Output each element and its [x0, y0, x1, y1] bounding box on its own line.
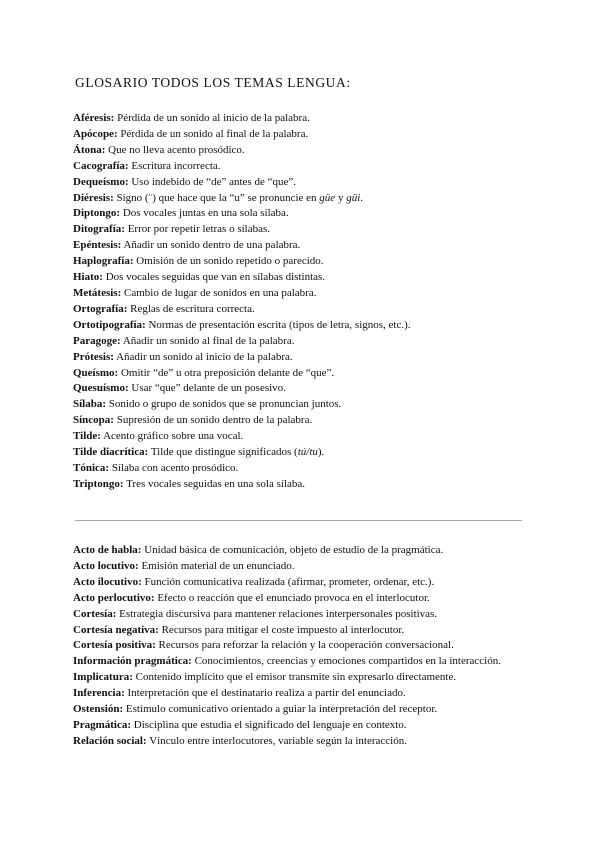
glossary-term: Prótesis:: [73, 350, 114, 363]
glossary-term: Cacografía:: [73, 159, 129, 172]
glossary-term: Ortotipografía:: [73, 318, 146, 331]
glossary-definition: Unidad básica de comunicación, objeto de estudio de la pragmática.: [144, 544, 444, 556]
glossary-term: Átona:: [73, 143, 106, 156]
glossary-definition: Sonido o grupo de sonidos que se pronuncian juntos.: [108, 398, 342, 411]
glossary-term: Epéntesis:: [73, 239, 122, 252]
glossary-definition: Usar “que” delante de un posesivo.: [131, 382, 286, 395]
glossary-definition: Contenido implícito que el emisor transmite sin expresarlo directamente.: [135, 671, 457, 684]
glossary-list-pragmatics: [73, 543, 525, 750]
glossary-entry: [73, 175, 525, 191]
glossary-term: Diptongo:: [73, 207, 121, 220]
glossary-entry: [73, 638, 525, 654]
glossary-entry: [73, 607, 525, 623]
glossary-entry: [73, 270, 525, 286]
glossary-term: Ortografía:: [73, 302, 128, 315]
glossary-term: Sílaba:: [73, 398, 107, 411]
glossary-entry: [73, 543, 525, 559]
glossary-definition: Escritura incorrecta.: [131, 159, 221, 172]
glossary-entry: [73, 670, 525, 686]
glossary-entry: [73, 191, 525, 207]
glossary-definition: Pérdida de un sonido al final de la palabra.: [120, 127, 309, 140]
glossary-definition: Acento gráfico sobre una vocal.: [103, 430, 244, 443]
glossary-term: Ostensión:: [73, 703, 124, 716]
glossary-definition: Estrategia discursiva para mantener relaciones interpersonales positivas.: [119, 607, 438, 620]
glossary-entry: [73, 397, 525, 413]
glossary-term: Acto perlocutivo:: [73, 591, 155, 604]
glossary-definition: Sílaba con acento prosódico.: [111, 461, 239, 474]
glossary-definition: Omisión de un sonido repetido o parecido.: [136, 255, 324, 268]
glossary-definition: Recursos para reforzar la relación y la cooperación conversacional.: [158, 639, 454, 652]
glossary-term: Síncopa:: [73, 414, 114, 427]
glossary-entry: [73, 286, 525, 302]
glossary-definition: Disciplina que estudia el significado del lenguaje en contexto.: [133, 718, 407, 731]
glossary-definition: Tilde que distingue significados (tú/tu).: [150, 446, 325, 459]
glossary-definition: Dos vocales juntas en una sola sílaba.: [122, 207, 289, 220]
glossary-term: Cortesía:: [73, 607, 117, 620]
glossary-definition: Efecto o reacción que el enunciado provoca en el interlocutor.: [157, 591, 430, 604]
glossary-definition: Tres vocales seguidas en una sola sílaba.: [126, 477, 306, 490]
glossary-definition: Signo (¨) que hace que la “u” se pronuncie en güe y güi.: [116, 191, 363, 204]
glossary-definition: Omitir “de” u otra preposición delante de “que”.: [120, 366, 335, 379]
glossary-term: Acto ilocutivo:: [73, 575, 142, 588]
document-title: GLOSARIO TODOS LOS TEMAS LENGUA:: [75, 75, 351, 90]
glossary-entry: [73, 429, 525, 445]
glossary-entry: [73, 381, 525, 397]
glossary-term: Apócope:: [73, 127, 118, 140]
glossary-entry: [73, 111, 525, 127]
glossary-entry: [73, 302, 525, 318]
glossary-term: Haplografía:: [73, 255, 134, 268]
glossary-term: Implicatura:: [73, 671, 133, 684]
glossary-definition: Dos vocales seguidas que van en sílabas distintas.: [105, 271, 326, 284]
glossary-term: Relación social:: [73, 734, 147, 747]
glossary-entry: [73, 127, 525, 143]
glossary-entry: [73, 334, 525, 350]
glossary-term: Aféresis:: [73, 112, 115, 124]
glossary-definition: Recursos para mitigar el coste impuesto al interlocutor.: [161, 623, 405, 636]
glossary-entry: [73, 413, 525, 429]
glossary-definition: Emisión material de un enunciado.: [141, 559, 295, 572]
glossary-entry: [73, 350, 525, 366]
glossary-term: Quesuísmo:: [73, 382, 129, 395]
glossary-entry: [73, 477, 525, 493]
glossary-entry: [73, 654, 525, 670]
glossary-definition: Cambio de lugar de sonidos en una palabra.: [124, 286, 317, 299]
glossary-entry: [73, 686, 525, 702]
glossary-term: Cortesía negativa:: [73, 623, 159, 636]
glossary-list-phonetics: [73, 111, 525, 493]
glossary-definition: Función comunicativa realizada (afirmar, prometer, ordenar, etc.).: [144, 575, 435, 588]
glossary-definition: Añadir un sonido dentro de una palabra.: [123, 239, 301, 252]
glossary-entry: [73, 222, 525, 238]
glossary-definition: Uso indebido de “de” antes de “que”.: [131, 175, 296, 188]
glossary-entry: [73, 254, 525, 270]
glossary-entry: [73, 238, 525, 254]
glossary-entry: [73, 734, 525, 750]
glossary-term: Dequeísmo:: [73, 175, 129, 188]
glossary-entry: [73, 159, 525, 175]
glossary-entry: [73, 559, 525, 575]
glossary-entry: [73, 366, 525, 382]
glossary-entry: [73, 575, 525, 591]
glossary-term: Información pragmática:: [73, 655, 192, 668]
glossary-entry: [73, 702, 525, 718]
glossary-term: Acto de habla:: [73, 544, 142, 556]
glossary-term: Hiato:: [73, 271, 103, 284]
glossary-definition: Supresión de un sonido dentro de la palabra.: [116, 414, 313, 427]
glossary-definition: Estímulo comunicativo orientado a guiar la interpretación del receptor.: [125, 703, 438, 716]
glossary-entry: [73, 623, 525, 639]
glossary-definition: Pérdida de un sonido al inicio de la palabra.: [117, 112, 310, 124]
glossary-entry: [73, 318, 525, 334]
glossary-definition: Vínculo entre interlocutores, variable según la interacción.: [149, 734, 407, 747]
glossary-term: Inferencia:: [73, 687, 125, 700]
glossary-term: Ditografía:: [73, 223, 125, 236]
glossary-term: Diéresis:: [73, 191, 114, 204]
glossary-entry: [73, 143, 525, 159]
glossary-term: Triptongo:: [73, 477, 124, 490]
section-divider: [75, 520, 522, 521]
glossary-term: Pragmática:: [73, 718, 132, 731]
glossary-term: Queísmo:: [73, 366, 119, 379]
glossary-definition: Añadir un sonido al final de la palabra.: [122, 334, 295, 347]
glossary-definition: Error por repetir letras o sílabas.: [127, 223, 271, 236]
glossary-entry: [73, 206, 525, 222]
glossary-definition: Que no lleva acento prosódico.: [108, 143, 245, 156]
glossary-term: Cortesía positiva:: [73, 639, 156, 652]
glossary-definition: Conocimientos, creencias y emociones compartidos en la interacción.: [194, 655, 501, 668]
glossary-definition: Normas de presentación escrita (tipos de letra, signos, etc.).: [148, 318, 411, 331]
glossary-term: Tilde:: [73, 430, 101, 443]
glossary-definition: Añadir un sonido al inicio de la palabra.: [116, 350, 293, 363]
glossary-term: Tónica:: [73, 461, 110, 474]
glossary-entry: [73, 718, 525, 734]
glossary-term: Paragoge:: [73, 334, 121, 347]
glossary-definition: Interpretación que el destinatario realiza a partir del enunciado.: [127, 687, 406, 700]
glossary-entry: [73, 445, 525, 461]
glossary-entry: [73, 591, 525, 607]
glossary-entry: [73, 461, 525, 477]
glossary-term: Acto locutivo:: [73, 559, 139, 572]
glossary-term: Metátesis:: [73, 286, 122, 299]
glossary-term: Tilde diacrítica:: [73, 446, 149, 459]
glossary-definition: Reglas de escritura correcta.: [130, 302, 255, 315]
